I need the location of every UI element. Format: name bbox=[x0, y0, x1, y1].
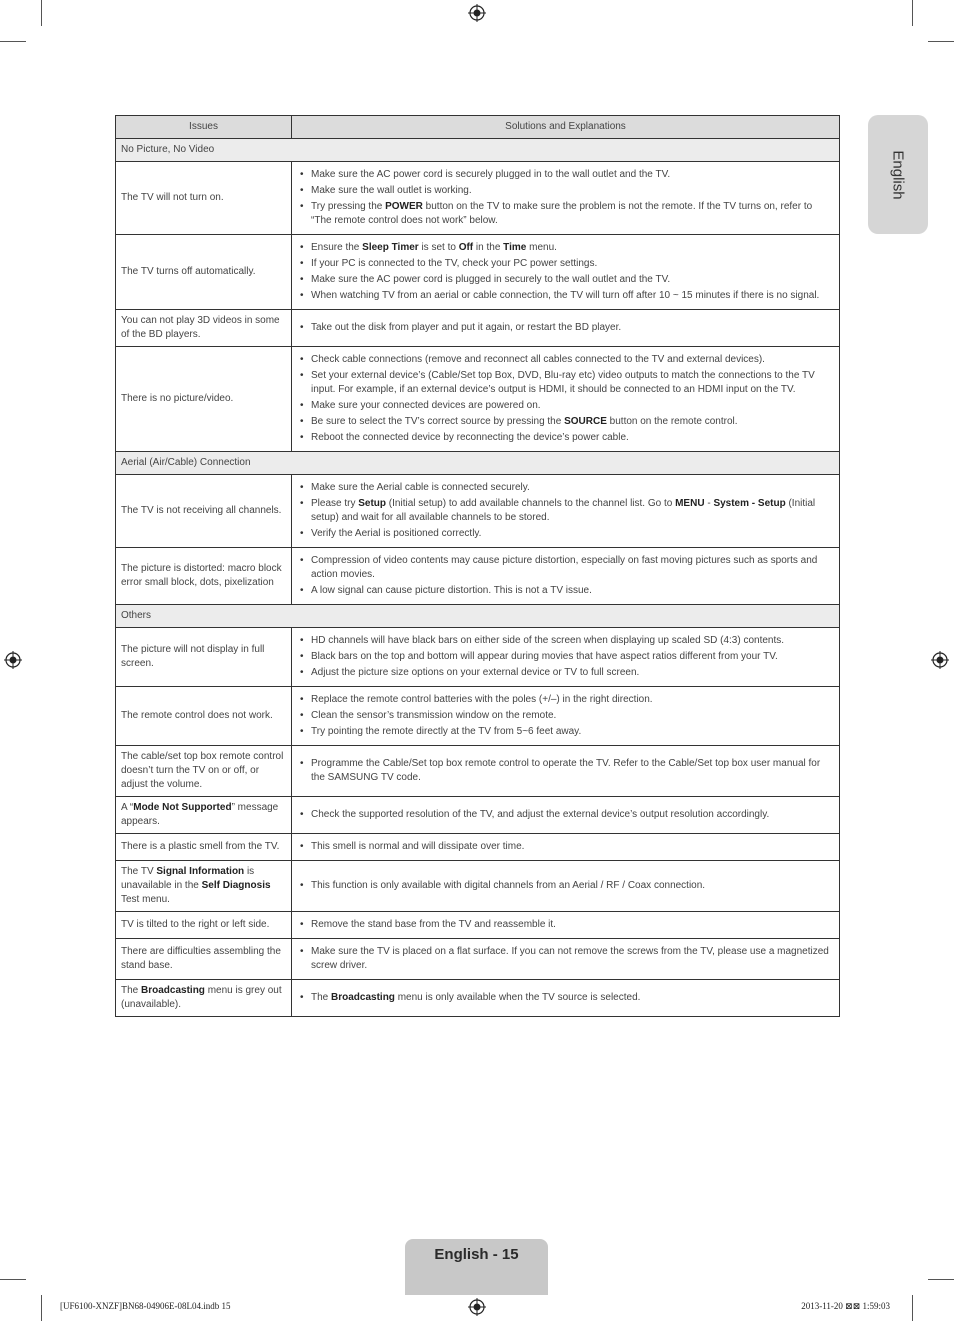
solution-list bbox=[297, 945, 834, 973]
list-item bbox=[297, 353, 834, 367]
list-item bbox=[297, 991, 834, 1005]
bold-term: Broadcasting bbox=[141, 985, 205, 996]
table-row bbox=[116, 980, 840, 1017]
text-run: Please try bbox=[311, 498, 359, 509]
bold-term: Broadcasting bbox=[331, 992, 395, 1003]
issue-cell bbox=[116, 548, 292, 605]
print-slug-file: [UF6100-XNZF]BN68-04906E-08L04.indb 15 bbox=[60, 1301, 231, 1311]
text-run: The cable/set top box remote control doesn’t turn the TV on or off, or adjust the volume. bbox=[121, 751, 284, 790]
text-run: menu is only available when the TV source is selected. bbox=[394, 992, 641, 1003]
registration-mark-icon bbox=[931, 651, 949, 669]
section-title: Others bbox=[116, 605, 840, 628]
text-run: - bbox=[704, 498, 714, 509]
text-run: Make sure your connected devices are powered on. bbox=[311, 400, 541, 411]
text-run: (Initial setup) and wait for all available channels to be stored. bbox=[311, 498, 816, 523]
table-row bbox=[116, 797, 840, 834]
registration-mark-icon bbox=[468, 1298, 486, 1316]
text-run: Programme the Cable/Set top box remote control to operate the TV. Refer to the Cable/Set top box user manual for the SAMSUNG TV code. bbox=[311, 758, 821, 783]
solution-list bbox=[297, 634, 834, 680]
table-row bbox=[116, 310, 840, 347]
page-number-label: English - 15 bbox=[434, 1246, 519, 1263]
text-run: The picture will not display in full screen. bbox=[121, 644, 265, 669]
table-row bbox=[116, 834, 840, 861]
solutions-header: Solutions and Explanations bbox=[292, 116, 840, 139]
solution-list bbox=[297, 321, 834, 335]
list-item bbox=[297, 584, 834, 598]
issue-cell bbox=[116, 628, 292, 687]
crop-mark bbox=[928, 41, 954, 42]
solution-cell bbox=[292, 746, 840, 797]
list-item bbox=[297, 481, 834, 495]
table-header-row bbox=[116, 116, 840, 139]
text-run: Replace the remote control batteries with the poles (+/–) in the right direction. bbox=[311, 694, 653, 705]
text-run: Make sure the AC power cord is plugged in securely to the wall outlet and the TV. bbox=[311, 274, 671, 285]
section-row bbox=[116, 139, 840, 162]
bold-term: POWER bbox=[385, 201, 423, 212]
solution-cell bbox=[292, 310, 840, 347]
text-run: This function is only available with digital channels from an Aerial / RF / Coax connection. bbox=[311, 880, 706, 891]
table-body bbox=[116, 139, 840, 1017]
text-run: Compression of video contents may cause picture distortion, especially on fast moving pictures such as sports and action movies. bbox=[311, 555, 818, 580]
text-run: The bbox=[311, 992, 332, 1003]
bold-term: Signal Information bbox=[156, 866, 245, 877]
section-row bbox=[116, 452, 840, 475]
text-run: button on the TV to make sure the problem is not the remote. If the TV turns on, refer to “The remote control does not work” below. bbox=[311, 201, 813, 226]
solution-list bbox=[297, 757, 834, 785]
bold-term: System - Setup bbox=[713, 498, 786, 509]
solution-list bbox=[297, 241, 834, 303]
text-run: is set to bbox=[418, 242, 459, 253]
text-run: ” message appears. bbox=[121, 802, 279, 827]
text-run: HD channels will have black bars on either side of the screen when displaying up scaled SD (4:3) contents. bbox=[311, 635, 785, 646]
text-run: button on the remote control. bbox=[606, 416, 738, 427]
solution-cell bbox=[292, 628, 840, 687]
text-run: Ensure the bbox=[311, 242, 363, 253]
table-row bbox=[116, 912, 840, 939]
text-run: Try pointing the remote directly at the TV from 5~6 feet away. bbox=[311, 726, 582, 737]
text-run: Try pressing the bbox=[311, 201, 386, 212]
text-run: This smell is normal and will dissipate over time. bbox=[311, 841, 525, 852]
list-item bbox=[297, 693, 834, 707]
solution-cell bbox=[292, 980, 840, 1017]
solution-cell bbox=[292, 834, 840, 861]
crop-mark bbox=[41, 0, 42, 26]
table-row bbox=[116, 861, 840, 912]
text-run: menu is grey out (unavailable). bbox=[121, 985, 282, 1010]
text-run: Check the supported resolution of the TV, and adjust the external device’s output resolution accordingly. bbox=[311, 809, 770, 820]
table-row bbox=[116, 687, 840, 746]
list-item bbox=[297, 945, 834, 973]
table-row bbox=[116, 162, 840, 235]
bold-term: SOURCE bbox=[564, 416, 607, 427]
table-row bbox=[116, 939, 840, 980]
list-item bbox=[297, 709, 834, 723]
text-run: is unavailable in the bbox=[121, 866, 255, 891]
list-item bbox=[297, 415, 834, 429]
text-run: Make sure the wall outlet is working. bbox=[311, 185, 472, 196]
solution-list bbox=[297, 808, 834, 822]
bold-term: Off bbox=[458, 242, 474, 253]
crop-mark bbox=[912, 1295, 913, 1321]
solution-list bbox=[297, 168, 834, 228]
solution-cell bbox=[292, 235, 840, 310]
solution-cell bbox=[292, 797, 840, 834]
list-item bbox=[297, 918, 834, 932]
crop-mark bbox=[41, 1295, 42, 1321]
print-slug-date: 2013-11-20 ⊠⊠ 1:59:03 bbox=[801, 1301, 890, 1311]
text-run: Verify the Aerial is positioned correctly. bbox=[311, 528, 482, 539]
list-item bbox=[297, 321, 834, 335]
crop-mark bbox=[0, 41, 26, 42]
solution-cell bbox=[292, 912, 840, 939]
list-item bbox=[297, 666, 834, 680]
crop-mark bbox=[0, 1279, 26, 1280]
list-item bbox=[297, 497, 834, 525]
table-row bbox=[116, 746, 840, 797]
issue-cell bbox=[116, 310, 292, 347]
text-run: If your PC is connected to the TV, check your PC power settings. bbox=[311, 258, 598, 269]
list-item bbox=[297, 399, 834, 413]
solution-cell bbox=[292, 548, 840, 605]
solution-list bbox=[297, 481, 834, 541]
solution-cell bbox=[292, 687, 840, 746]
bold-term: Self Diagnosis bbox=[201, 880, 271, 891]
text-run: (Initial setup) to add available channels to the channel list. Go to bbox=[386, 498, 676, 509]
issue-cell bbox=[116, 834, 292, 861]
bold-term: Setup bbox=[358, 498, 387, 509]
list-item bbox=[297, 184, 834, 198]
text-run: Take out the disk from player and put it again, or restart the BD player. bbox=[311, 322, 622, 333]
section-title: Aerial (Air/Cable) Connection bbox=[116, 452, 840, 475]
text-run: The picture is distorted: macro block error small block, dots, pixelization bbox=[121, 563, 282, 588]
text-run: There is a plastic smell from the TV. bbox=[121, 841, 280, 852]
crop-mark bbox=[912, 0, 913, 26]
crop-mark bbox=[928, 1279, 954, 1280]
solution-list bbox=[297, 879, 834, 893]
text-run: Be sure to select the TV’s correct source by pressing the bbox=[311, 416, 565, 427]
text-run: A “ bbox=[121, 802, 134, 813]
text-run: Black bars on the top and bottom will appear during movies that have aspect ratios different from your TV. bbox=[311, 651, 778, 662]
text-run: The TV is not receiving all channels. bbox=[121, 505, 282, 516]
text-run: The TV will not turn on. bbox=[121, 192, 224, 203]
issue-cell bbox=[116, 939, 292, 980]
issue-cell bbox=[116, 162, 292, 235]
list-item bbox=[297, 527, 834, 541]
list-item bbox=[297, 725, 834, 739]
text-run: Test menu. bbox=[121, 894, 170, 905]
issues-header: Issues bbox=[116, 116, 292, 139]
list-item bbox=[297, 257, 834, 271]
table-row bbox=[116, 347, 840, 452]
list-item bbox=[297, 757, 834, 785]
issue-cell bbox=[116, 912, 292, 939]
solution-cell bbox=[292, 939, 840, 980]
page-number-tab bbox=[405, 1239, 548, 1295]
text-run: Reboot the connected device by reconnecting the device’s power cable. bbox=[311, 432, 629, 443]
issue-cell bbox=[116, 235, 292, 310]
text-run: When watching TV from an aerial or cable connection, the TV will turn off after 10 ~ 15 minutes if there is no signal. bbox=[311, 290, 820, 301]
text-run: A low signal can cause picture distortion. This is not a TV issue. bbox=[311, 585, 592, 596]
text-run: The TV turns off automatically. bbox=[121, 266, 256, 277]
bold-term: Mode Not Supported bbox=[133, 802, 232, 813]
list-item bbox=[297, 273, 834, 287]
list-item bbox=[297, 808, 834, 822]
text-run: menu. bbox=[526, 242, 557, 253]
table-row bbox=[116, 235, 840, 310]
issue-cell bbox=[116, 475, 292, 548]
solution-cell bbox=[292, 861, 840, 912]
issue-cell bbox=[116, 861, 292, 912]
list-item bbox=[297, 650, 834, 664]
bold-term: MENU bbox=[675, 498, 705, 509]
text-run: Set your external device’s (Cable/Set top Box, DVD, Blu-ray etc) video outputs to match the connections to the TV input. For example, if an external device’s output is HDMI, it should be connected to an HDMI input on the TV. bbox=[311, 370, 815, 395]
list-item bbox=[297, 369, 834, 397]
language-side-tab-label: English bbox=[889, 149, 907, 200]
list-item bbox=[297, 431, 834, 445]
solution-list bbox=[297, 918, 834, 932]
text-run: Check cable connections (remove and reconnect all cables connected to the TV and external devices). bbox=[311, 354, 765, 365]
text-run: There is no picture/video. bbox=[121, 393, 234, 404]
list-item bbox=[297, 879, 834, 893]
bold-term: Sleep Timer bbox=[362, 242, 419, 253]
text-run: You can not play 3D videos in some of the BD players. bbox=[121, 315, 280, 340]
table-row bbox=[116, 548, 840, 605]
text-run: in the bbox=[473, 242, 504, 253]
issue-cell bbox=[116, 980, 292, 1017]
registration-mark-icon bbox=[4, 651, 22, 669]
list-item bbox=[297, 554, 834, 582]
solution-list bbox=[297, 693, 834, 739]
text-run: Adjust the picture size options on your external device or TV to full screen. bbox=[311, 667, 640, 678]
registration-mark-icon bbox=[468, 4, 486, 22]
solution-list bbox=[297, 991, 834, 1005]
issue-cell bbox=[116, 746, 292, 797]
text-run: There are difficulties assembling the stand base. bbox=[121, 946, 281, 971]
solution-cell bbox=[292, 475, 840, 548]
list-item bbox=[297, 168, 834, 182]
text-run: TV is tilted to the right or left side. bbox=[121, 919, 270, 930]
text-run: Clean the sensor’s transmission window on the remote. bbox=[311, 710, 557, 721]
section-title: No Picture, No Video bbox=[116, 139, 840, 162]
solution-list bbox=[297, 353, 834, 445]
list-item bbox=[297, 840, 834, 854]
bold-term: Time bbox=[503, 242, 527, 253]
solution-list bbox=[297, 840, 834, 854]
solution-cell bbox=[292, 162, 840, 235]
issue-cell bbox=[116, 347, 292, 452]
text-run: The TV bbox=[121, 866, 157, 877]
text-run: The remote control does not work. bbox=[121, 710, 273, 721]
list-item bbox=[297, 200, 834, 228]
text-run: Make sure the AC power cord is securely plugged in to the wall outlet and the TV. bbox=[311, 169, 671, 180]
issue-cell bbox=[116, 687, 292, 746]
text-run: The bbox=[121, 985, 142, 996]
solution-list bbox=[297, 554, 834, 598]
list-item bbox=[297, 241, 834, 255]
solution-cell bbox=[292, 347, 840, 452]
table-row bbox=[116, 628, 840, 687]
issue-cell bbox=[116, 797, 292, 834]
list-item bbox=[297, 289, 834, 303]
language-side-tab bbox=[868, 115, 928, 234]
section-row bbox=[116, 605, 840, 628]
text-run: Remove the stand base from the TV and reassemble it. bbox=[311, 919, 556, 930]
list-item bbox=[297, 634, 834, 648]
text-run: Make sure the TV is placed on a flat surface. If you can not remove the screws from the TV, please use a magnetized screw driver. bbox=[311, 946, 829, 971]
text-run: Make sure the Aerial cable is connected securely. bbox=[311, 482, 530, 493]
troubleshooting-table bbox=[115, 115, 840, 1017]
table-row bbox=[116, 475, 840, 548]
